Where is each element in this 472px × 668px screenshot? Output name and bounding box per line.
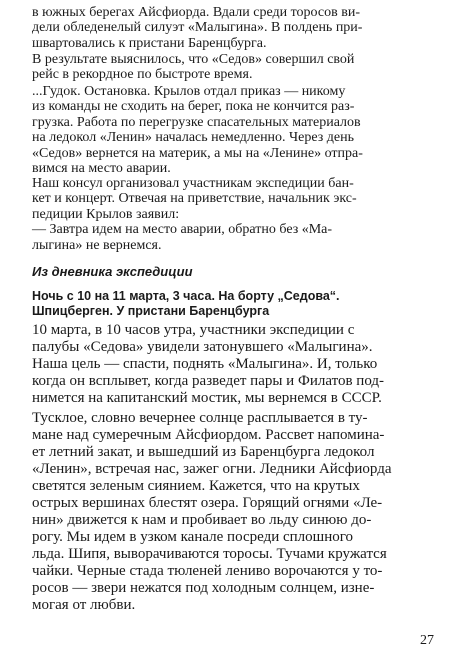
entry-heading: Ночь с 10 на 11 марта, 3 часа. На борту „Седова“. Шпицберген. У пристани Баренцбурга: [32, 289, 340, 318]
diary-heading: Из дневника экспедиции: [32, 264, 193, 279]
paragraph-arrival: в южных берегах Айсфиорда. Вдали среди торосов ви- дели обледенелый силуэт «Малыгина». В полдень при- швартовались к пристани Баренцбурга.: [32, 5, 363, 51]
paragraph-horn: ...Гудок. Остановка. Крылов отдал приказ — никому из команды не сходить на берег, пока не кончится раз- грузка. Работа по перегрузке спасательных материалов на ледокол «Ленин» началась немедленно. Через день «Седов» вернется на материк, а мы на «Ленине» отпра- вимся на место аварии.: [32, 84, 363, 177]
paragraph-record: В результате выяснилось, что «Седов» совершил свой рейс в рекордное по быстроте время.: [32, 52, 355, 83]
paragraph-banquet: Наш консул организовал участникам экспедиции бан- кет и концерт. Отвечая на приветствие, начальник экс- педиции Крылов заявил: — Завтра идем на место аварии, обратно без «Ма- лыгина» не вернемся.: [32, 176, 357, 253]
page-number: 27: [420, 633, 434, 648]
paragraph-march-10: 10 марта, в 10 часов утра, участники экспедиции с палубы «Седова» увидели затонувшего «Малыгина». Наша цель — спасти, поднять «Малыгина». И, только когда он всплывет, когда разведет пары и Филатов под- нимется на капитанский мостик, мы вернемся в СССР.: [32, 322, 385, 406]
paragraph-sunset: Тусклое, словно вечернее солнце расплывается в ту- мане над сумеречным Айсфиордом. Рассвет напомина- ет летний закат, и вышедший из Баренцбурга ледокол «Ленин», встречая нас, зажег огни. Ледники Айсфиорда светятся зеленым сиянием. Кажется, что на крутых острых вершинах блестят озера. Горящий огнями «Ле- нин» движется к нам и пробивает во льду синюю до- рогу. Мы идем в узком канале посреди сплошного льда. Шипя, выворачиваются торосы. Тучами кружатся чайки. Черные стада тюленей лениво ворочаются у то- росов — звери нежатся под холодным солнцем, изне- могая от любви.: [32, 410, 392, 613]
